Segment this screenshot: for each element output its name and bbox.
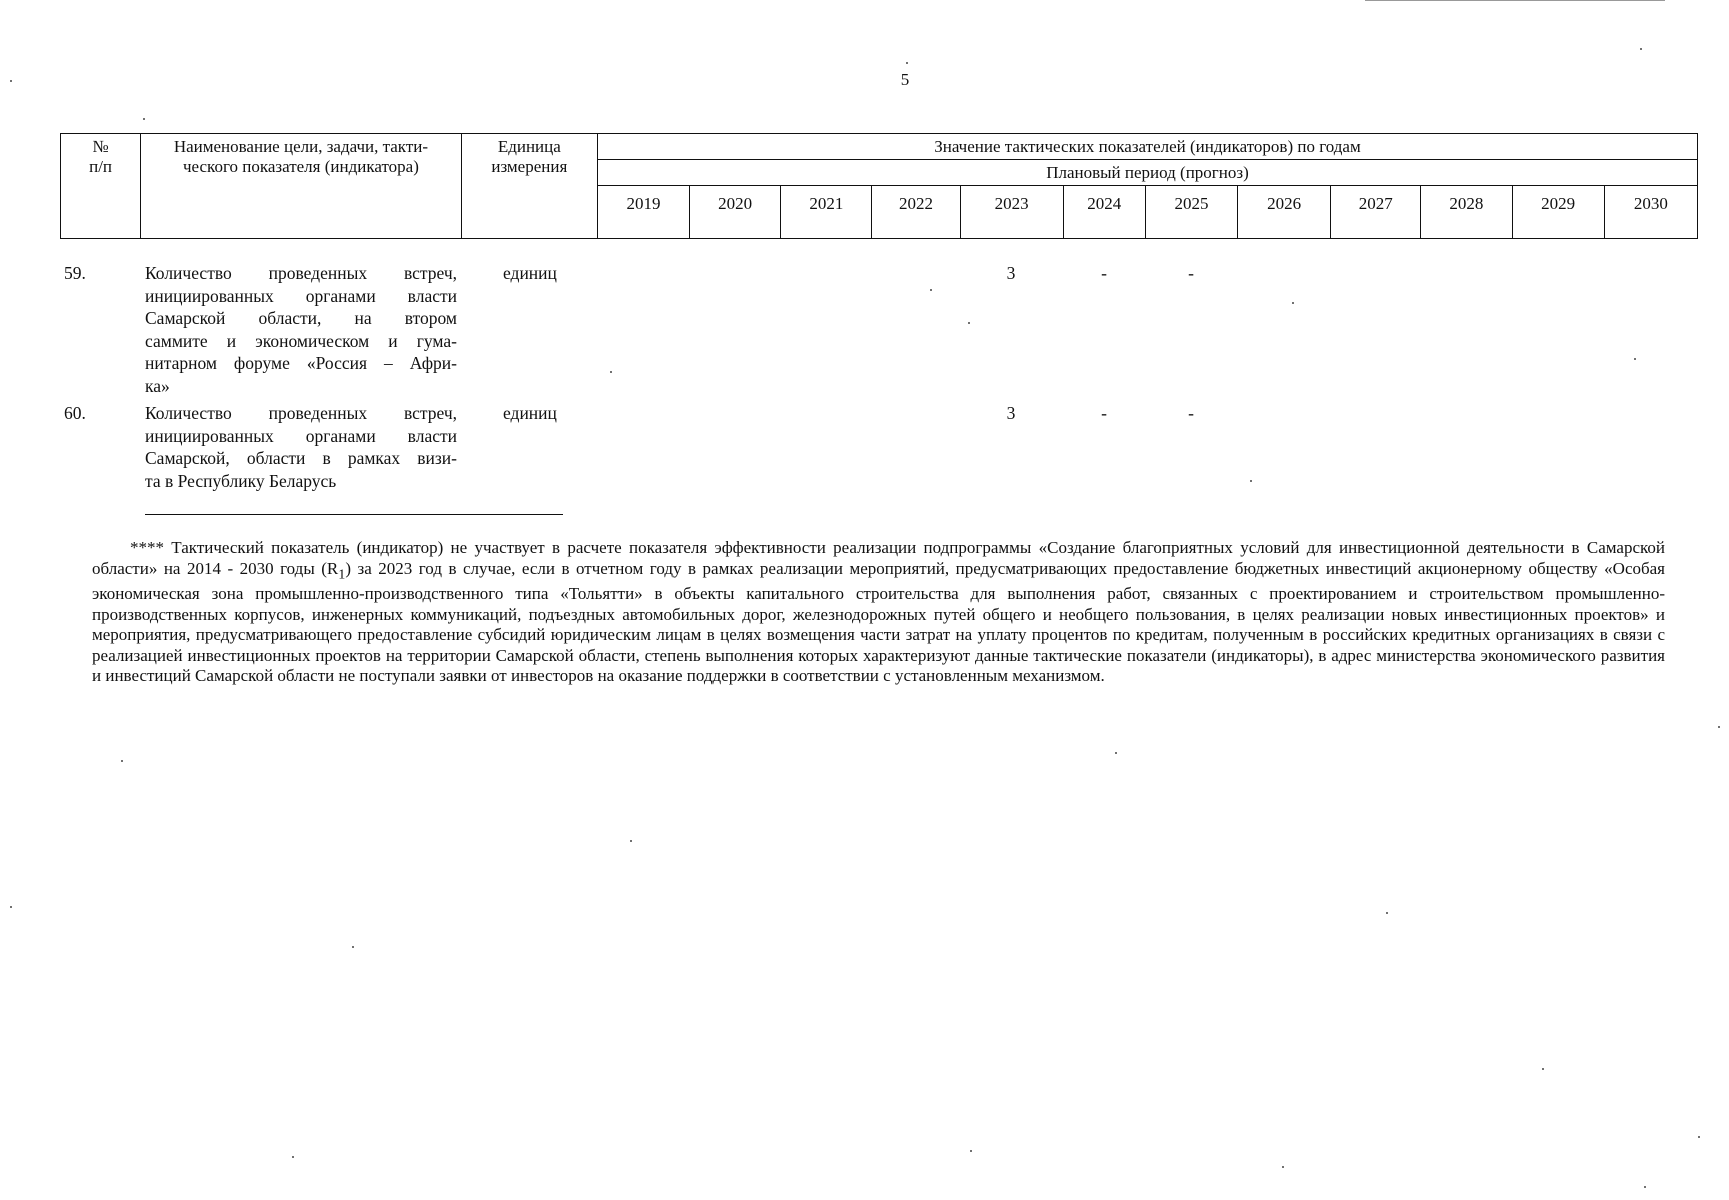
table-row [64, 402, 1704, 498]
indicator-name-line: инициированных органами власти [145, 285, 457, 306]
col-header-num-line1: № [92, 137, 109, 156]
scan-top-rule [1365, 0, 1665, 1]
footnote [92, 538, 1665, 687]
indicator-rows [64, 262, 1704, 498]
indicator-name-line: саммите и экономическом и гума- [145, 330, 457, 351]
scan-speck [1250, 480, 1252, 482]
indicator-name-line: Самарской области, на втором [145, 308, 457, 328]
footnote-text-start: **** Тактический показатель (индикатор) не участвует в расчете показателя эффективности реализации подпрограммы «Создание благоприятных условий для инвестиционной деятельности в Самарской области» на 2014 - 2030 годы (R [92, 538, 1665, 578]
year-2024: 2024 [1063, 186, 1145, 239]
planned-period: Плановый период (прогноз) [597, 160, 1697, 186]
year-2028: 2028 [1421, 186, 1512, 239]
indicator-name-line: инициированных органами власти [145, 425, 457, 446]
value-2025: - [1188, 403, 1194, 423]
scan-speck [352, 946, 354, 948]
year-2030: 2030 [1604, 186, 1697, 239]
col-header-unit [461, 134, 597, 239]
scan-speck [630, 840, 632, 842]
scan-speck [1718, 726, 1720, 728]
scan-speck [1542, 1068, 1544, 1070]
row-number: 59. [64, 263, 86, 283]
scan-speck [10, 80, 12, 82]
col-header-name [141, 134, 462, 239]
indicator-name-line: та в Республику Беларусь [145, 470, 337, 491]
scan-speck [1292, 302, 1294, 304]
unit: единиц [503, 263, 557, 283]
scan-speck [610, 371, 612, 373]
indicator-name [145, 262, 457, 402]
year-2020: 2020 [690, 186, 781, 239]
footnote-subscript: 1 [338, 565, 346, 582]
col-header-name-line1: Наименование цели, задачи, такти- [173, 137, 429, 156]
scan-speck [970, 1150, 972, 1152]
value-2023: 3 [1006, 263, 1016, 283]
scan-speck [1698, 1136, 1700, 1138]
year-2026: 2026 [1238, 186, 1331, 239]
col-header-unit-line1: Единица [497, 137, 561, 156]
scan-speck [143, 118, 145, 120]
value-2024: - [1101, 403, 1107, 423]
scan-speck [1115, 752, 1117, 754]
indicator-name-line: ка» [145, 375, 170, 396]
footnote-separator [145, 514, 563, 515]
indicator-name-line: Самарской, области в рамках визи- [145, 448, 457, 468]
indicator-name-line: Количество проведенных встреч, [145, 403, 457, 423]
col-header-name-line2: ческого показателя (индикатора) [182, 157, 419, 176]
year-2025: 2025 [1145, 186, 1237, 239]
scan-speck [292, 1156, 294, 1158]
year-2022: 2022 [872, 186, 960, 239]
indicator-name-line: Количество проведенных встреч, [145, 263, 457, 283]
page-number: 5 [900, 70, 910, 89]
values-title: Значение тактических показателей (индикаторов) по годам [597, 134, 1697, 160]
year-2023: 2023 [960, 186, 1063, 239]
scan-speck [1644, 1186, 1646, 1188]
year-2019: 2019 [597, 186, 689, 239]
unit: единиц [503, 403, 557, 423]
value-2024: - [1101, 263, 1107, 283]
row-number: 60. [64, 403, 86, 423]
scan-speck [1634, 358, 1636, 360]
scan-speck [121, 760, 123, 762]
indicator-name-line: нитарном форуме «Россия – Афри- [145, 353, 457, 373]
scan-speck [1386, 912, 1388, 914]
col-header-num-line2: п/п [89, 157, 113, 176]
value-2023: 3 [1006, 403, 1016, 423]
scan-speck [906, 62, 908, 64]
footnote-text-end: ) за 2023 год в случае, если в отчетном году в рамках реализации мероприятий, предусматривающих предоставление бюджетных инвестиций акционерному обществу «Особая экономическая зона промышленно-производственного типа «Тольятти» в объекты капитального строительства для выполнения работ, связанных с проектированием и строительством промышленно-производственных корпусов, инженерных коммуникаций, подъездных автомобильных дорог, железнодорожных путей общего и необщего пользования, в целях реализации новых инвестиционных проектов» и мероприятия, предусматривающего предоставление субсидий юридическим лицам в целях возмещения части затрат на уплату процентов по кредитам, полученным в российских кредитных организациях в связи с реализацией инвестиционных проектов на территории Самарской области, степень выполнения которых характеризуют данные тактические показатели (индикаторы), в адрес министерства экономического развития и инвестиций Самарской области не поступали заявки от инвесторов на оказание поддержки в соответствии с установленным механизмом. [92, 558, 1666, 686]
scan-speck [968, 322, 970, 324]
indicator-name [145, 402, 457, 498]
table-row [64, 262, 1704, 402]
scan-speck [1640, 48, 1642, 50]
year-2029: 2029 [1512, 186, 1604, 239]
scan-speck [930, 289, 932, 291]
year-2027: 2027 [1331, 186, 1421, 239]
col-header-num [61, 134, 141, 239]
scan-speck [1282, 1166, 1284, 1168]
year-2021: 2021 [781, 186, 872, 239]
col-header-unit-line2: измерения [491, 157, 568, 176]
value-2025: - [1188, 263, 1194, 283]
scan-speck [10, 906, 12, 908]
indicators-table-header [60, 133, 1698, 239]
